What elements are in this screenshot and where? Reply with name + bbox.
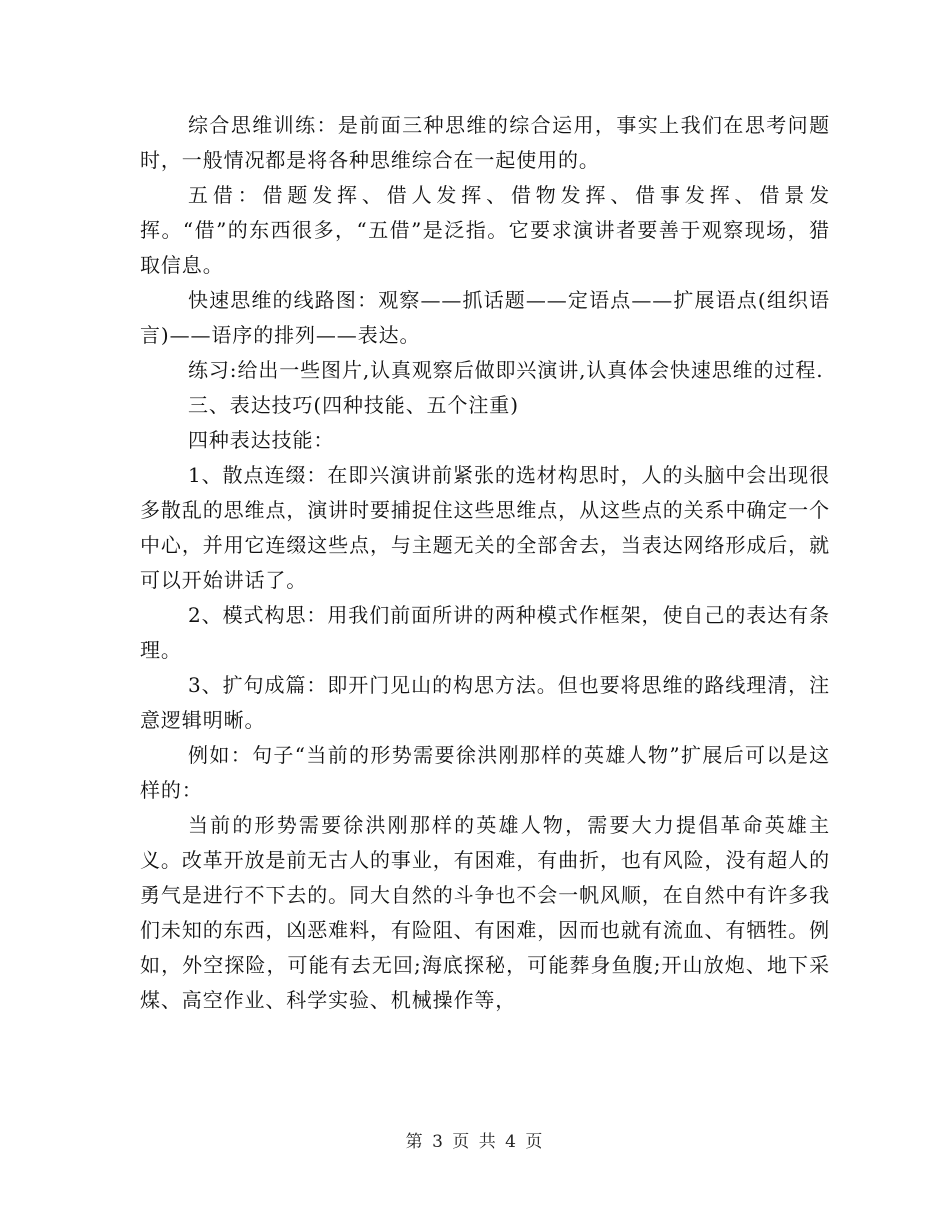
section-heading-expression-skills: 三、表达技巧(四种技能、五个注重) (188, 393, 519, 417)
document-body (140, 108, 830, 1018)
paragraph-exercise: 练习:给出一些图片,认真观察后做即兴演讲,认真体会快速思维的过程. (188, 358, 824, 382)
paragraph-skill-1: 1、散点连缀：在即兴演讲前紧张的选材构思时，人的头脑中会出现很多散乱的思维点，演讲时要捕捉住这些思维点，从这些点的关系中确定一个中心，并用它连缀这些点，与主题无关的全部舍去，当表达网络形成后，就可以开始讲话了。 (140, 463, 830, 592)
subheading-four-skills: 四种表达技能： (188, 428, 335, 452)
paragraph-example-intro: 例如：句子“当前的形势需要徐洪刚那样的英雄人物”扩展后可以是这样的： (140, 743, 830, 802)
paragraph-skill-3: 3、扩句成篇：即开门见山的构思方法。但也要将思维的路线理清，注意逻辑明晰。 (140, 673, 830, 732)
page-footer: 第 3 页 共 4 页 (405, 1132, 545, 1152)
paragraph-example-body: 当前的形势需要徐洪刚那样的英雄人物，需要大力提倡革命英雄主义。改革开放是前无古人的事业，有困难，有曲折，也有风险，没有超人的勇气是进行不下去的。同大自然的斗争也不会一帆风顺，在自然中有许多我们未知的东西，凶恶难料，有险阻、有困难，因而也就有流血、有牺牲。例如，外空探险，可能有去无回;海底探秘，可能葬身鱼腹;开山放炮、地下采煤、高空作业、科学实验、机械操作等， (140, 813, 830, 1012)
paragraph-skill-2: 2、模式构思：用我们前面所讲的两种模式作框架，使自己的表达有条理。 (140, 603, 830, 662)
paragraph-five-borrowings: 五借：借题发挥、借人发挥、借物发挥、借事发挥、借景发挥。“借”的东西很多，“五借”是泛指。它要求演讲者要善于观察现场，猎取信息。 (140, 183, 830, 277)
paragraph-fast-thinking-route: 快速思维的线路图：观察——抓话题——定语点——扩展语点(组织语言)——语序的排列——表达。 (140, 288, 830, 347)
paragraph-comprehensive-thinking: 综合思维训练：是前面三种思维的综合运用，事实上我们在思考问题时，一般情况都是将各种思维综合在一起使用的。 (140, 113, 830, 172)
